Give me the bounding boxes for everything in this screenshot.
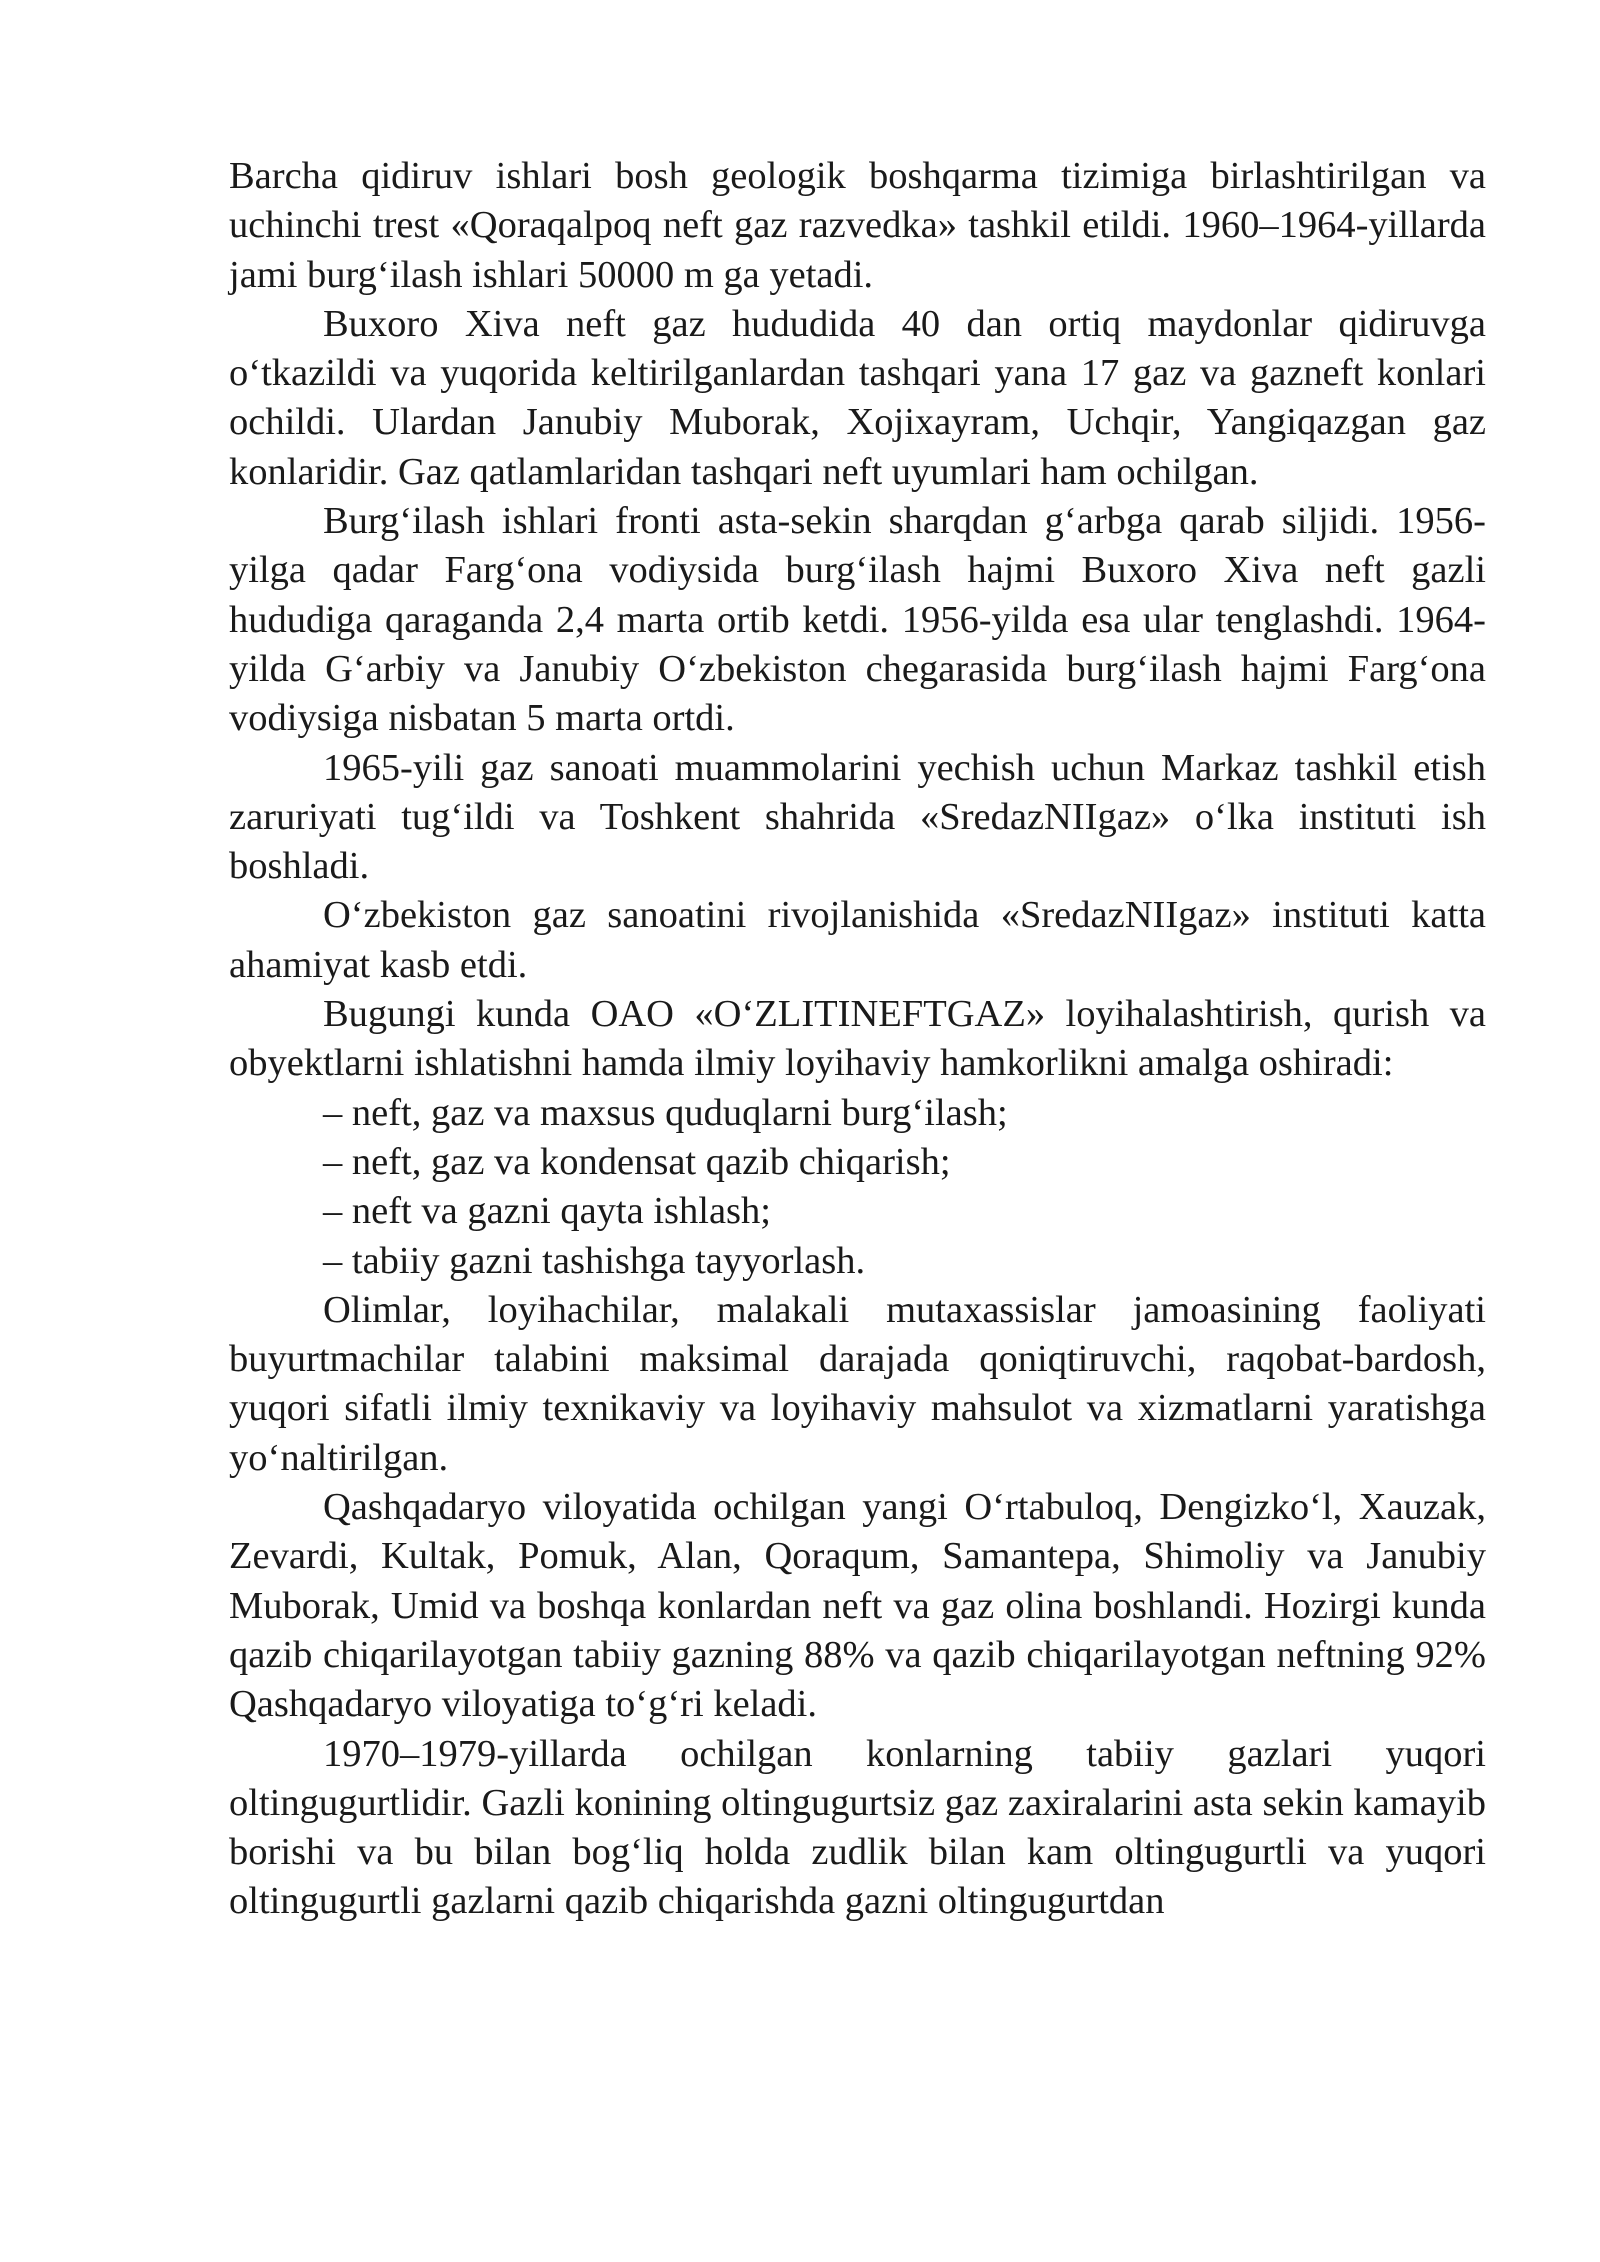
- list-item: – tabiiy gazni tashishga tayyorlash.: [323, 1239, 866, 1282]
- paragraph-5: O‘zbekiston gaz sanoatini rivojlanishida «SredazNIIgaz» instituti katta ahamiyat kasb etdi.: [229, 894, 1486, 986]
- paragraph-2: Buxoro Xiva neft gaz hududida 40 dan ortiq maydonlar qidiruvga o‘tkazildi va yuqorida keltirilganlardan tashqari yana 17 gaz va gazneft konlari ochildi. Ulardan Janubiy Muborak, Xojixayram, Uchqir, Yangiqazgan gaz konlaridir. Gaz qatlamlaridan tashqari neft uyumlari ham ochilgan.: [229, 302, 1486, 493]
- list-item: – neft va gazni qayta ishlash;: [323, 1190, 771, 1233]
- activity-list: [229, 1089, 1486, 1286]
- paragraph-8: Qashqadaryo viloyatida ochilgan yangi O‘rtabuloq, Dengizko‘l, Xauzak, Zevardi, Kultak, Pomuk, Alan, Qoraqum, Samantepa, Shimoliy va Janubiy Muborak, Umid va boshqa konlardan neft va gaz olina boshlandi. Hozirgi kunda qazib chiqarilayotgan tabiiy gazning 88% va qazib chiqarilayotgan neftning 92% Qashqadaryo viloyatiga to‘g‘ri keladi.: [229, 1486, 1486, 1726]
- list-item: – neft, gaz va kondensat qazib chiqarish;: [323, 1140, 951, 1183]
- paragraph-7: Olimlar, loyihachilar, malakali mutaxassislar jamoasining faoliyati buyurtmachilar talabini maksimal darajada qoniqtiruvchi, raqobat-bardosh, yuqori sifatli ilmiy texnikaviy va loyihaviy mahsulot va xizmatlarni yaratishga yo‘naltirilgan.: [229, 1288, 1486, 1479]
- list-item: – neft, gaz va maxsus quduqlarni burg‘ilash;: [323, 1091, 1008, 1134]
- paragraph-1: Barcha qidiruv ishlari bosh geologik boshqarma tizimiga birlashtirilgan va uchinchi trest «Qoraqalpoq neft gaz razvedka» tashkil etildi. 1960–1964-yillarda jami burg‘ilash ishlari 50000 m ga yetadi.: [229, 155, 1486, 296]
- document-body: [229, 152, 1486, 1927]
- paragraph-4: 1965-yili gaz sanoati muammolarini yechish uchun Markaz tashkil etish zaruriyati tug‘ildi va Toshkent shahrida «SredazNIIgaz» o‘lka instituti ish boshladi.: [229, 746, 1486, 888]
- paragraph-6: Bugungi kunda OAO «O‘ZLITINEFTGAZ» loyihalashtirish, qurish va obyektlarni ishlatishni hamda ilmiy loyihaviy hamkorlikni amalga oshiradi:: [229, 993, 1486, 1085]
- paragraph-3: Burg‘ilash ishlari fronti asta-sekin sharqdan g‘arbga qarab siljidi. 1956-yilga qadar Farg‘ona vodiysida burg‘ilash hajmi Buxoro Xiva neft gazli hududiga qaraganda 2,4 marta ortib ketdi. 1956-yilda esa ular tenglashdi. 1964-yilda G‘arbiy va Janubiy O‘zbekiston chegarasida burg‘ilash hajmi Farg‘ona vodiysiga nisbatan 5 marta ortdi.: [229, 500, 1486, 740]
- paragraph-9: 1970–1979-yillarda ochilgan konlarning tabiiy gazlari yuqori oltingugurtlidir. Gazli konining oltingugurtsiz gaz zaxiralarini asta sekin kamayib borishi va bu bilan bog‘liq holda zudlik bilan kam oltingugurtli va yuqori oltingugurtli gazlarni qazib chiqarishda gazni oltingugurtdan: [229, 1732, 1486, 1923]
